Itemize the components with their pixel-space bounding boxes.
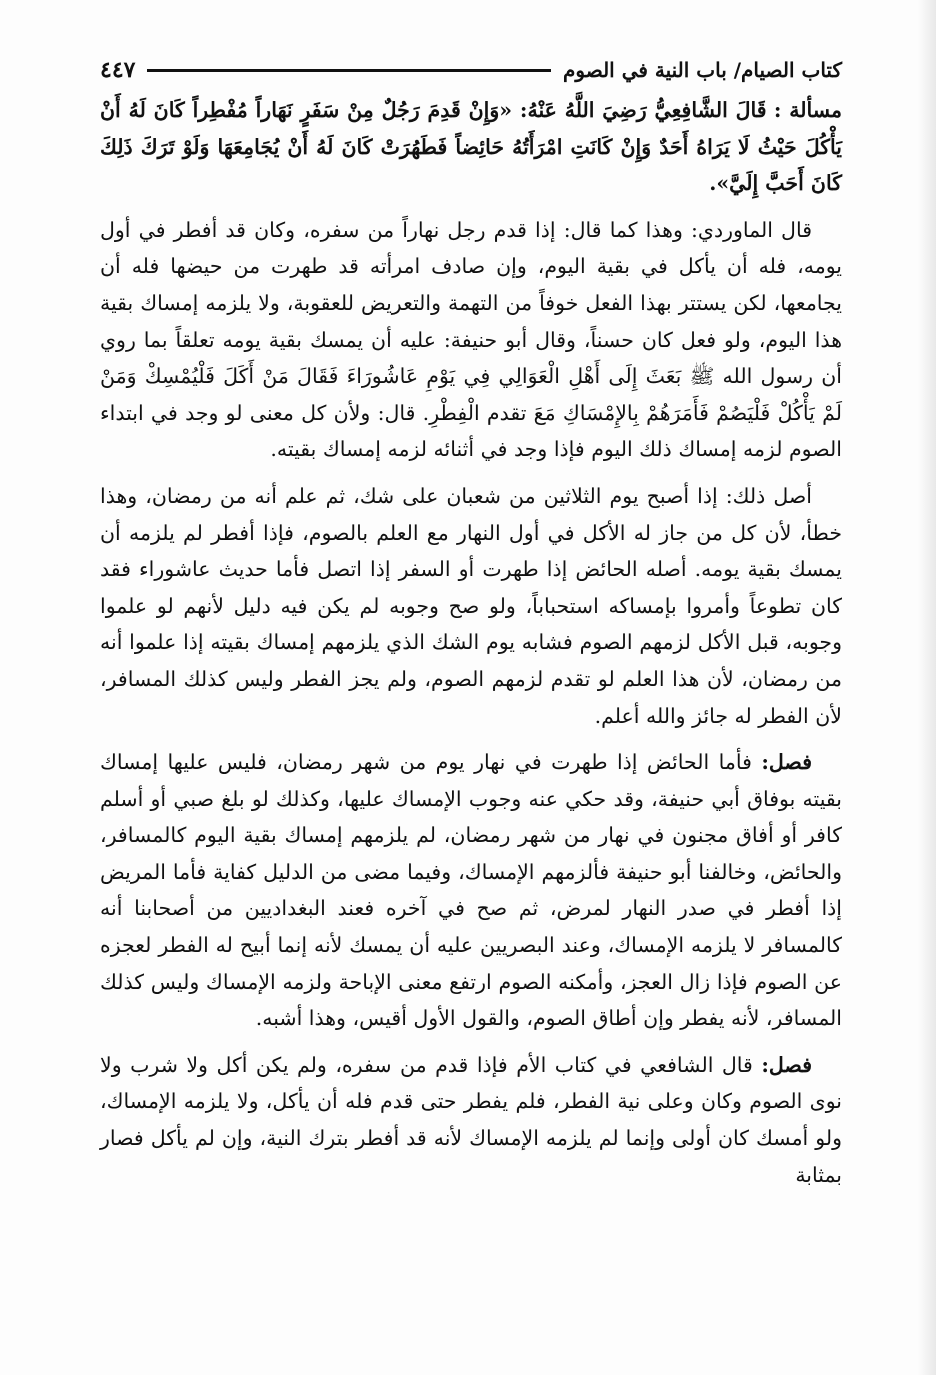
page-edge-shadow bbox=[918, 0, 936, 1375]
paragraph-label: فصل: bbox=[761, 750, 812, 775]
paragraph-text: قال الماوردي: وهذا كما قال: إذا قدم رجل نهاراً من سفره، وكان قد أفطر في أول يومه، فله أن يأكل في بقية اليوم، وإن صادف امرأته قد طهرت من حيضها فله أن يجامعها، لكن يستتر بهذا الفعل خوفاً من التهمة والتعريض للعقوبة، ولا يلزمه إمساك بقية هذا اليوم، ولو فعل كان حسناً، وقال أبو حنيفة: عليه أن يمسك بقية يومه تعلقاً بما روي أن رسول الله ﷺ بَعَثَ إِلَى أَهْلِ الْعَوَالِي فِي يَوْمِ عَاشُورَاءَ فَقَالَ مَنْ أَكَلَ فَلْيُمْسِكْ وَمَنْ لَمْ يَأْكُلْ فَلْيَصُمْ فَأَمَرَهُمْ بِالإِمْسَاكِ مَعَ تقدم الْفِطْرِ. قال: ولأن كل معنى لو وجد في ابتداء الصوم لزمه إمساك ذلك اليوم فإذا وجد في أثنائه لزمه إمساك بقيته. bbox=[100, 217, 842, 462]
paragraph-text: قَالَ الشَّافِعِيُّ رَضِيَ اللَّهُ عَنْهُ: «وَإِنْ قَدِمَ رَجُلٌ مِنْ سَفَرٍ نَهَاراً مُفْطِراً كَانَ لَهُ أَنْ يَأْكُلَ حَيْثُ لَا يَرَاهُ أَحَدٌ وَإِنْ كَانَتِ امْرَأَتُهُ حَائِضاً فَطَهُرَتْ كَانَ لَهُ أَنْ يُجَامِعَهَا وَلَوْ تَرَكَ ذَلِكَ كَانَ أَحَبَّ إِلَيَّ». bbox=[100, 98, 842, 196]
paragraph-text: فأما الحائض إذا طهرت في نهار يوم من شهر رمضان، فليس عليها إمساك بقيته بوفاق أبي حنيفة، وقد حكي عنه وجوب الإمساك عليها، وكذلك لو بلغ صبي أو أسلم كافر أو أفاق مجنون في نهار من شهر رمضان، لم يلزمهم إمساك بقية اليوم كالمسافر، والحائض، وخالفنا أبو حنيفة فألزمهم الإمساك، وفيما مضى من الدليل كفاية فأما المريض إذا أفطر في صدر النهار لمرض، ثم صح في آخره فعند البغداديين من أصحابنا أنه كالمسافر لا يلزمه الإمساك، وعند البصريين عليه أن يمسك لأنه إنما أبيح له الفطر لعجزه عن الصوم فإذا زال العجز، وأمكنه الصوم ارتفع معنى الإباحة ولزمه الإمساك وليس كذلك المسافر، لأنه يفطر وإن أطاق الصوم، والقول الأول أقيس، وهذا أشبه. bbox=[100, 750, 842, 1031]
paragraph-fasl-1 bbox=[100, 744, 842, 1037]
page-body bbox=[100, 92, 842, 1203]
paragraph-fasl-2 bbox=[100, 1047, 842, 1193]
paragraph-masala bbox=[100, 92, 842, 202]
paragraph-label: مسألة : bbox=[773, 98, 842, 122]
paragraph-text: أصل ذلك: إذا أصبح يوم الثلاثين من شعبان على شك، ثم علم أنه من رمضان، وهذا خطأ، لأن كل من جاز له الأكل في أول النهار مع العلم بالصوم، فإذا أفطر لم يلزمه أن يمسك بقية يومه. أصله الحائض إذا طهرت أو السفر إذا اتصل فأما حديث عاشوراء فقد كان تطوعاً وأمروا بإمساكه استحباباً، ولو صح وجوبه لم يكن فيه دليل لأنهم لو علموا وجوبه، قبل الأكل لزمهم الصوم فشابه يوم الشك الذي يلزمهم إمساك بقيته إذا علموا أنه من رمضان، لأن هذا العلم لو تقدم لزمهم الصوم، ولم يجز الفطر وليس كذلك المسافر، لأن الفطر له جائز والله أعلم. bbox=[100, 483, 842, 728]
running-header bbox=[100, 52, 842, 88]
header-rule bbox=[147, 69, 551, 72]
page-number: ٤٤٧ bbox=[100, 57, 136, 83]
paragraph-label: فصل: bbox=[761, 1052, 812, 1077]
paragraph-text: قال الشافعي في كتاب الأم فإذا قدم من سفره، ولم يكن أكل ولا شرب ولا نوى الصوم وكان وعلى نية الفطر، فلم يفطر حتى قدم فله أن يأكل، ولا يلزمه الإمساك، ولو أمسك كان أولى وإنما لم يلزمه الإمساك لأنه قد أفطر بترك النية، وإن لم يأكل فصار بمثابة bbox=[100, 1052, 842, 1187]
paragraph-mawardi bbox=[100, 212, 842, 468]
paragraph-asl bbox=[100, 478, 842, 734]
running-title: كتاب الصيام/ باب النية في الصوم bbox=[563, 58, 842, 82]
